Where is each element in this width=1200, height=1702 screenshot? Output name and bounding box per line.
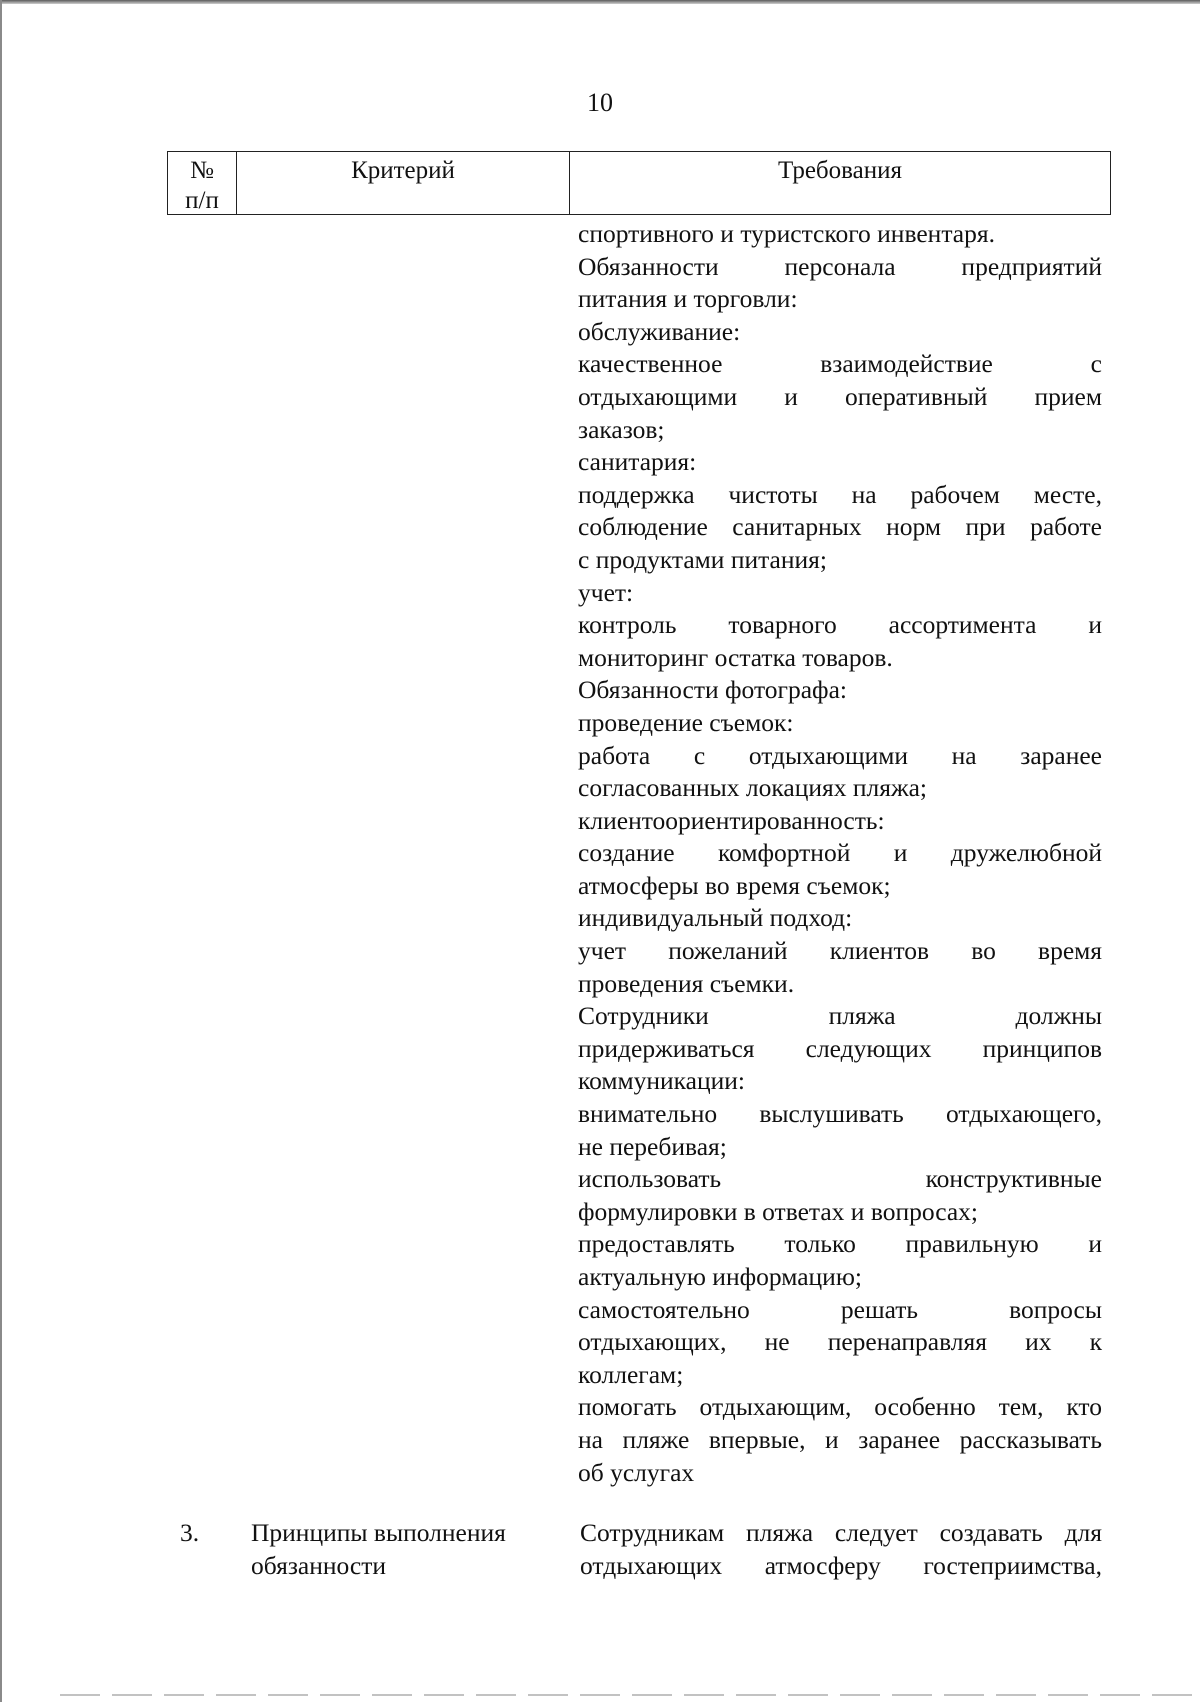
requirement-line: поддержка чистоты на рабочем месте, bbox=[578, 479, 1102, 509]
requirement-line: актуальную информацию; bbox=[578, 1262, 862, 1291]
row3-criterion bbox=[251, 1517, 571, 1582]
requirement-line: коммуникации: bbox=[578, 1066, 746, 1096]
requirement-line: об услугах bbox=[578, 1457, 695, 1487]
row3-requirements-line: отдыхающих атмосферу гостеприимства, bbox=[580, 1550, 1102, 1580]
requirement-line: помогать отдыхающим, особенно тем, кто bbox=[578, 1392, 1102, 1422]
requirement-line: отдыхающих, не перенаправляя их к bbox=[578, 1327, 1102, 1357]
row3-criterion-line: Принципы выполнения bbox=[251, 1518, 506, 1547]
header-cell-requirements: Требования bbox=[778, 157, 902, 184]
requirements-continued-text bbox=[578, 218, 1102, 1489]
scan-edge-bottom bbox=[60, 1694, 1200, 1696]
row3-criterion-line: обязанности bbox=[251, 1550, 386, 1580]
requirement-line: обслуживание: bbox=[578, 316, 741, 346]
requirement-line: предоставлять только правильную и bbox=[578, 1229, 1102, 1259]
requirement-line: заказов; bbox=[578, 414, 665, 444]
requirement-line: атмосферы во время съемок; bbox=[578, 870, 891, 900]
requirement-line: санитария: bbox=[578, 447, 697, 477]
requirement-line: коллегам; bbox=[578, 1359, 684, 1389]
requirement-line: качественное взаимодействие с bbox=[578, 349, 1102, 379]
requirement-line: мониторинг остатка товаров. bbox=[578, 642, 893, 672]
requirement-line: самостоятельно решать вопросы bbox=[578, 1294, 1102, 1324]
table-header bbox=[167, 151, 1111, 215]
header-number-symbol: № bbox=[190, 157, 214, 184]
requirement-line: создание комфортной и дружелюбной bbox=[578, 838, 1102, 868]
requirement-line: придерживаться следующих принципов bbox=[578, 1033, 1102, 1063]
page-number: 10 bbox=[587, 88, 613, 117]
row3-requirements-line: Сотрудникам пляжа следует создавать для bbox=[580, 1518, 1102, 1547]
scan-edge-left bbox=[0, 0, 2, 1702]
header-number-abbrev: п/п bbox=[185, 187, 219, 214]
requirement-line: с продуктами питания; bbox=[578, 544, 827, 574]
row3-requirements bbox=[580, 1517, 1102, 1582]
requirement-line: учет пожеланий клиентов во время bbox=[578, 936, 1102, 966]
requirement-line: согласованных локациях пляжа; bbox=[578, 773, 927, 803]
requirement-line: спортивного и туристского инвентаря. bbox=[578, 219, 995, 248]
header-cell-criterion: Критерий bbox=[237, 152, 570, 214]
requirement-line: контроль товарного ассортимента и bbox=[578, 610, 1102, 640]
requirement-line: Обязанности фотографа: bbox=[578, 675, 847, 705]
requirement-line: клиентоориентированность: bbox=[578, 805, 885, 835]
requirement-line: не перебивая; bbox=[578, 1131, 727, 1161]
header-cell-number bbox=[168, 152, 237, 214]
requirement-line: питания и торговли: bbox=[578, 284, 798, 314]
requirement-line: формулировки в ответах и вопросах; bbox=[578, 1196, 979, 1226]
requirement-line: работа с отдыхающими на заранее bbox=[578, 740, 1102, 770]
requirement-line: соблюдение санитарных норм при работе bbox=[578, 512, 1102, 542]
requirement-line: Обязанности персонала предприятий bbox=[578, 251, 1102, 281]
requirement-line: внимательно выслушивать отдыхающего, bbox=[578, 1099, 1102, 1129]
requirement-line: учет: bbox=[578, 577, 634, 607]
requirement-line: отдыхающими и оперативный прием bbox=[578, 381, 1102, 411]
row3-number: 3. bbox=[180, 1518, 200, 1547]
scan-edge-top bbox=[0, 0, 1200, 4]
requirement-line: использовать конструктивные bbox=[578, 1164, 1102, 1194]
requirement-line: индивидуальный подход: bbox=[578, 903, 853, 933]
requirement-line: проведения съемки. bbox=[578, 968, 795, 998]
requirement-line: на пляже впервые, и заранее рассказывать bbox=[578, 1424, 1102, 1454]
requirement-line: проведение съемок: bbox=[578, 707, 794, 737]
requirement-line: Сотрудники пляжа должны bbox=[578, 1001, 1102, 1031]
